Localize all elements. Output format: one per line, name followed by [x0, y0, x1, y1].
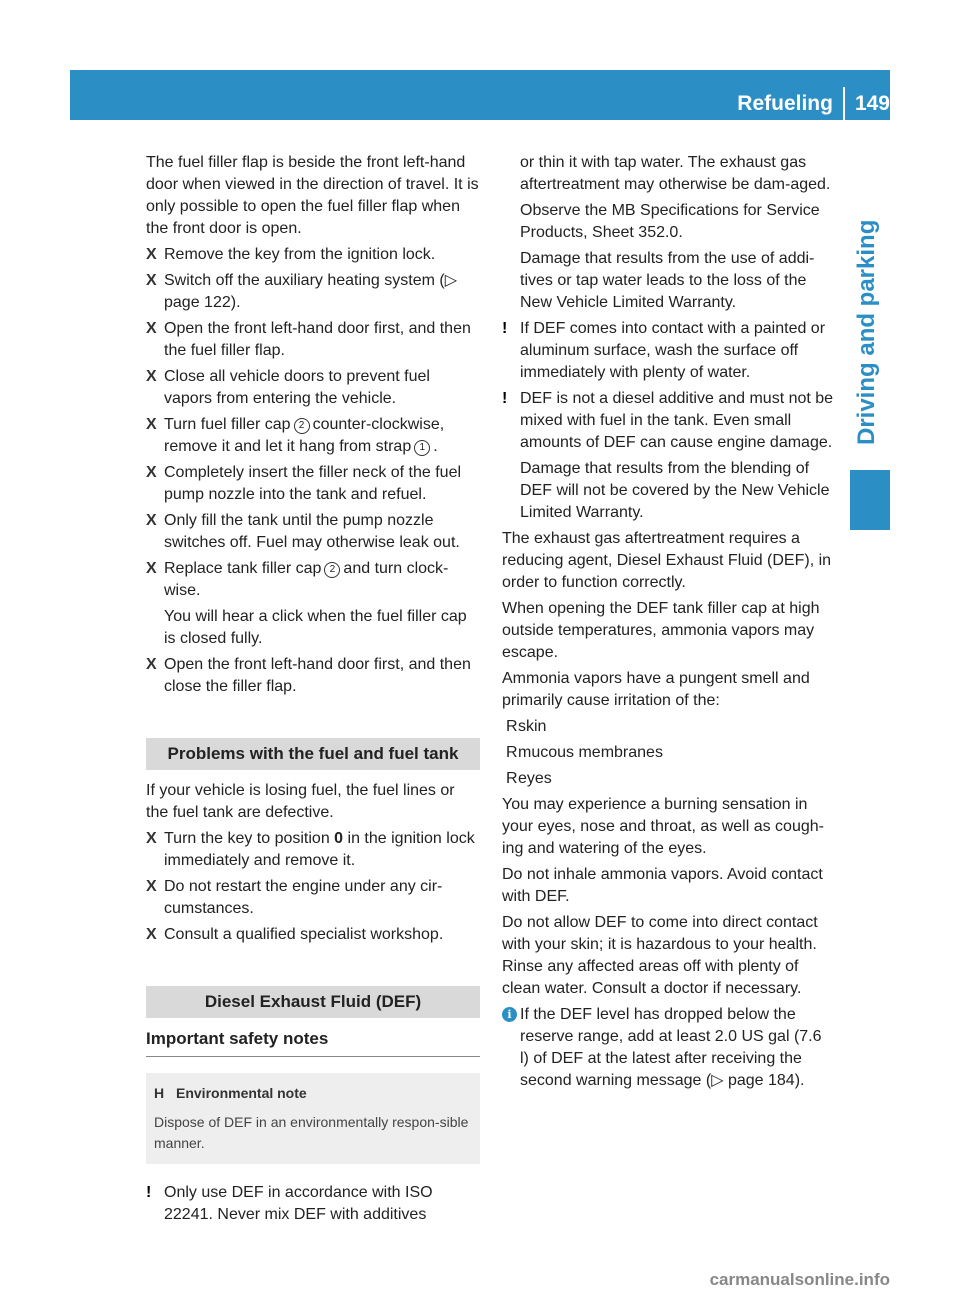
info-note: i If the DEF level has dropped below the reserve range, add at least 2.0 US gal (7.6 l) of DEF at the latest after receiving the second warning message (▷ page 184). — [502, 1004, 834, 1092]
step-arrow-icon: X — [146, 512, 157, 529]
env-title: Environmental note — [176, 1085, 307, 1101]
warning-continued: Damage that results from the use of addi-tives or tap water leads to the loss of the New Vehicle Limited Warranty. — [520, 250, 815, 311]
environmental-note — [146, 1073, 480, 1164]
step-arrow-icon: X — [146, 830, 157, 847]
left-column — [146, 152, 480, 1230]
safety-heading: Important safety notes — [146, 1028, 480, 1057]
step-item: X Remove the key from the ignition lock. — [146, 244, 480, 266]
step-arrow-icon: X — [146, 320, 157, 337]
environment-icon: H — [154, 1085, 165, 1101]
paragraph: When opening the DEF tank filler cap at high outside temperatures, ammonia vapors may escape. — [502, 600, 820, 661]
running-header — [690, 87, 890, 120]
page-number: 149 — [854, 91, 890, 115]
step-note: You will hear a click when the fuel filler cap is closed fully. — [164, 608, 467, 647]
paragraph: Ammonia vapors have a pungent smell and primarily cause irritation of the: — [502, 670, 810, 709]
step-item: X Completely insert the filler neck of the fuel pump nozzle into the tank and refuel. — [146, 464, 462, 503]
step-item: X Do not restart the engine under any cir-cumstances. — [146, 878, 443, 917]
list-item: R skin — [502, 716, 834, 738]
step-arrow-icon: X — [146, 878, 157, 895]
step-item: X Close all vehicle doors to prevent fuel vapors from entering the vehicle. — [146, 368, 430, 407]
step-arrow-icon: X — [146, 464, 157, 481]
step-item: X Open the front left-hand door first, and then the fuel filler flap. — [146, 320, 471, 359]
step-arrow-icon: X — [146, 560, 157, 577]
step-item: X Replace tank filler cap 2 and turn clock-wise. — [146, 560, 449, 599]
side-tab-block — [850, 470, 890, 530]
right-column — [502, 152, 834, 1096]
env-text: Dispose of DEF in an environmentally respon-sible manner. — [154, 1114, 469, 1151]
step-item: X Open the front left-hand door first, and then close the filler flap. — [146, 656, 471, 695]
def-heading: Diesel Exhaust Fluid (DEF) — [146, 986, 480, 1018]
step-item: X Switch off the auxiliary heating system (▷ page 122). — [146, 272, 458, 311]
callout-2-icon: 2 — [294, 418, 310, 434]
step-arrow-icon: X — [146, 272, 157, 289]
warning-item: ! DEF is not a diesel additive and must not be mixed with fuel in the tank. Even small amounts of DEF can cause engine damage. — [502, 390, 834, 451]
step-arrow-icon: X — [146, 416, 157, 433]
warning-item: ! Only use DEF in accordance with ISO 22241. Never mix DEF with additives — [146, 1184, 433, 1223]
paragraph: Do not allow DEF to come into direct contact with your skin; it is hazardous to your health. Rinse any affected areas off with plenty of clean water. Consult a doctor if necessary. — [502, 914, 818, 997]
side-tab-label: Driving and parking — [853, 219, 880, 445]
problems-heading: Problems with the fuel and fuel tank — [146, 738, 480, 770]
warning-note: Damage that results from the blending of DEF will not be covered by the New Vehicle Limited Warranty. — [520, 460, 830, 521]
section-title: Refueling — [737, 91, 833, 115]
paragraph: Do not inhale ammonia vapors. Avoid contact with DEF. — [502, 866, 823, 905]
warning-item: ! If DEF comes into contact with a painted or aluminum surface, wash the surface off immediately with plenty of water. — [502, 320, 826, 381]
step-arrow-icon: X — [146, 368, 157, 385]
watermark: carmanualsonline.info — [709, 1270, 890, 1289]
ignition-position: 0 — [334, 830, 344, 847]
info-icon: i — [502, 1007, 517, 1022]
step-item: X Only fill the tank until the pump nozzle switches off. Fuel may otherwise leak out. — [146, 512, 460, 551]
callout-2-icon: 2 — [324, 562, 340, 578]
step-arrow-icon: X — [146, 246, 157, 263]
warning-continued: Observe the MB Specifications for Service Products, Sheet 352.0. — [520, 202, 820, 241]
callout-1-icon: 1 — [414, 440, 430, 456]
step-arrow-icon: X — [146, 926, 157, 943]
warning-continued: or thin it with tap water. The exhaust gas aftertreatment may otherwise be dam-aged. — [520, 154, 831, 193]
step-item: X Turn the key to position 0 in the ignition lock immediately and remove it. — [146, 830, 475, 869]
warning-icon: ! — [502, 320, 508, 337]
paragraph: You may experience a burning sensation in your eyes, nose and throat, as well as cough-ing and watering of the eyes. — [502, 796, 824, 857]
intro-paragraph: The fuel filler flap is beside the front left-hand door when viewed in the direction of travel. It is only possible to open the fuel filler flap when the front door is open. — [146, 154, 479, 237]
list-item: R eyes — [502, 768, 834, 790]
step-item: X Consult a qualified specialist workshop. — [146, 924, 480, 946]
bullet-icon: R — [506, 718, 518, 735]
warning-icon: ! — [502, 390, 508, 407]
problems-intro: If your vehicle is losing fuel, the fuel lines or the fuel tank are defective. — [146, 782, 455, 821]
bullet-icon: R — [506, 770, 518, 787]
bullet-icon: R — [506, 744, 518, 761]
list-item: R mucous membranes — [502, 742, 834, 764]
step-item: X Turn fuel filler cap 2 counter-clockwise, remove it and let it hang from strap 1 . — [146, 416, 445, 455]
step-arrow-icon: X — [146, 656, 157, 673]
paragraph: The exhaust gas aftertreatment requires a reducing agent, Diesel Exhaust Fluid (DEF), in order to function correctly. — [502, 530, 832, 591]
header-separator — [843, 87, 845, 120]
warning-icon: ! — [146, 1184, 152, 1201]
